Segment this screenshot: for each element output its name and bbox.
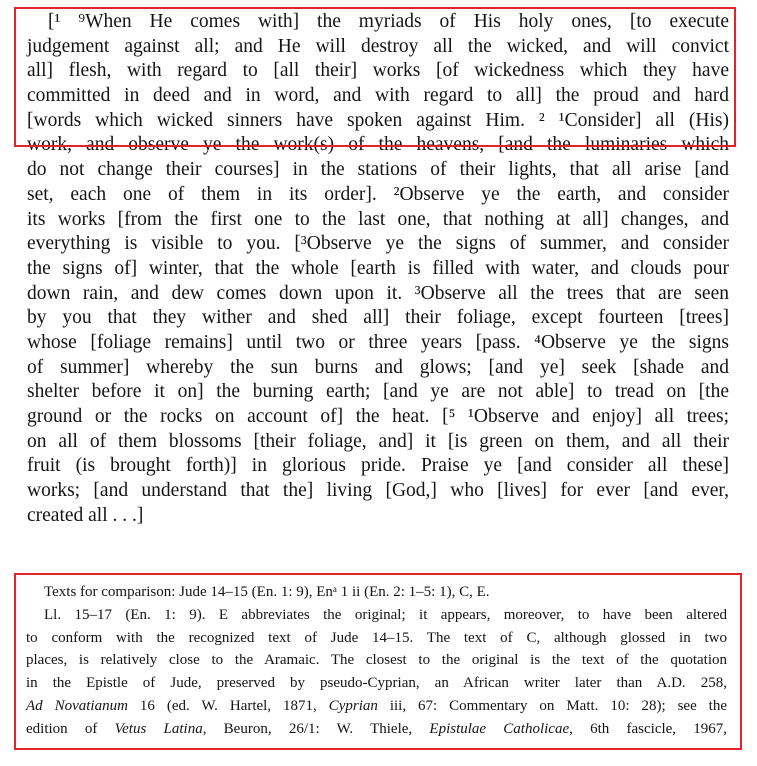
- title-ad-novatianum: Ad Novatianum: [26, 697, 128, 714]
- note-text: iii, 67: Commentary on Matt. 10: 28); see the: [377, 697, 727, 714]
- text-line: judgement against all; and He will destroy all the wicked, and will convict: [27, 35, 729, 57]
- note-line: to conform with the recognized text of Jude 14–15. The text of C, although glossed in two: [26, 629, 727, 646]
- text-line: fruit (is brought forth)] in glorious pride. Praise ye [and consider all these]: [27, 455, 729, 477]
- text-line: works; [and understand that the] living [God,] who [lives] for ever [and ever,: [27, 480, 729, 502]
- textual-notes: [26, 581, 727, 741]
- title-cyprian: Cyprian: [328, 697, 378, 714]
- text-line: created all . . .]: [27, 504, 144, 526]
- title-epistulae-catholicae: Epistulae Catholicae: [429, 720, 570, 737]
- text-line: on all of them blossoms [their foliage, and] it [is green on them, and all their: [27, 430, 729, 452]
- text-line: its works [from the first one to the last one, that nothing at all] changes, and: [27, 208, 729, 230]
- note-text: , Beuron, 26/1: W. Thiele,: [202, 720, 430, 737]
- note-line: Texts for comparison: Jude 14–15 (En. 1: 9), Enᵃ 1 ii (En. 2: 1–5: 1), C, E.: [44, 584, 490, 600]
- note-line: in the Epistle of Jude, preserved by pseudo-Cyprian, an African writer later than A.D. 258,: [26, 675, 727, 692]
- note-line: [26, 718, 727, 741]
- text-line: ground or the rocks on account of] the heat. [⁵ ¹Observe and enjoy] all trees;: [27, 406, 729, 427]
- text-line: work, and observe ye the work(s) of the heavens, [and the luminaries which: [27, 134, 729, 156]
- text-line: all] flesh, with regard to [all their] works [of wickedness which they have: [27, 60, 729, 82]
- text-line: by you that they wither and shed all] their foliage, except fourteen [trees]: [27, 307, 729, 329]
- main-text: [27, 10, 729, 528]
- text-line: shelter before it on] the burning earth; [and ye are not able] to tread on [the: [27, 381, 729, 403]
- text-line: the signs of] winter, that the whole [earth is filled with water, and clouds pour: [27, 257, 729, 279]
- note-text: 16 (ed. W. Hartel, 1871,: [127, 697, 329, 714]
- note-line: Ll. 15–17 (En. 1: 9). E abbreviates the original; it appears, moreover, to have been altered: [44, 606, 727, 623]
- text-line: of summer] whereby the sun burns and glows; [and ye] seek [shade and: [27, 356, 729, 378]
- note-text: , 6th fascicle, 1967,: [569, 720, 728, 737]
- text-line: everything is visible to you. [³Observe ye the signs of summer, and consider: [27, 233, 729, 255]
- text-line: [words which wicked sinners have spoken against Him. ² ¹Consider] all (His): [27, 109, 729, 131]
- note-text: edition of: [26, 720, 115, 737]
- text-line: down rain, and dew comes down upon it. ³Observe all the trees that are seen: [27, 282, 729, 304]
- text-line: whose [foliage remains] until two or three years [pass. ⁴Observe ye the signs: [27, 331, 729, 353]
- text-line: set, each one of them in its order]. ²Observe ye the earth, and consider: [27, 183, 729, 205]
- text-line: committed in deed and in word, and with regard to all] the proud and hard: [27, 85, 729, 107]
- note-line: [26, 695, 727, 718]
- note-line: places, is relatively close to the Aramaic. The closest to the original is the text of the quotation: [26, 652, 727, 669]
- text-line: do not change their courses] in the stations of their lights, that all arise [and: [27, 159, 729, 181]
- title-vetus-latina: Vetus Latina: [114, 720, 203, 737]
- text-line: [¹ ⁹When He comes with] the myriads of His holy ones, [to execute: [48, 11, 729, 32]
